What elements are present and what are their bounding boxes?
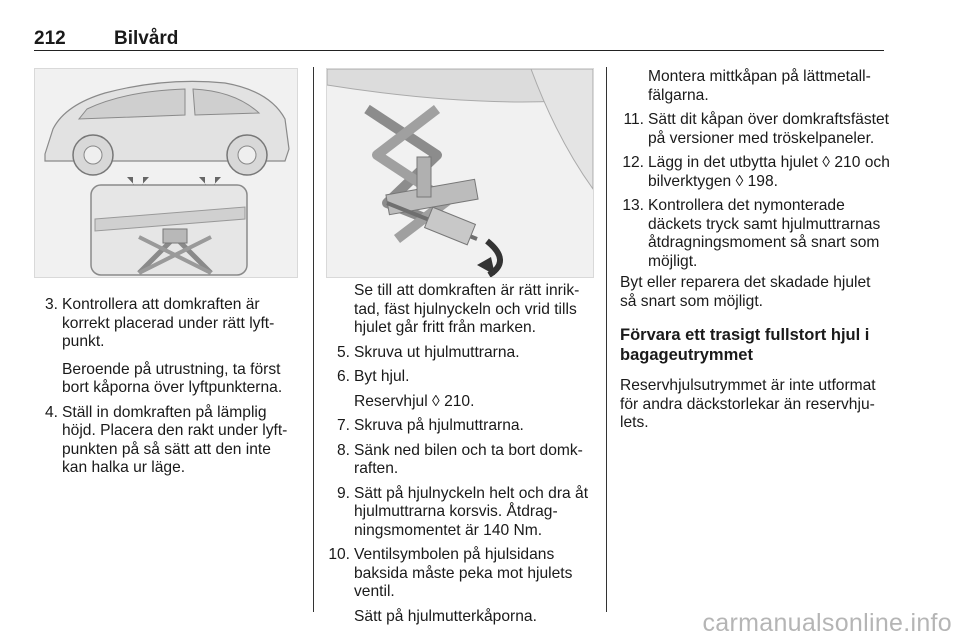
column-middle xyxy=(326,68,592,626)
list-item: 11. Sätt dit kåpan över domkraftsfästet på versioner med tröskelpaneler. xyxy=(623,111,889,147)
reference-arrow-icon: ◊ xyxy=(432,392,440,410)
paragraph: Reservhjulsutrymmet är inte utformat för andra däckstorlekar än reservhjulets. xyxy=(620,377,876,431)
page-reference[interactable]: 198. xyxy=(747,172,778,190)
watermark: carmanualsonline.info xyxy=(702,609,952,637)
list-item-note: Sätt på hjulmutterkåporna. xyxy=(354,607,537,625)
list-item-note: Beroende på utrustning, ta först bort kåporna över lyftpunkterna. xyxy=(62,360,283,396)
list-item: 10. Ventilsymbolen på hjulsidans baksida måste peka mot hjulets ventil. xyxy=(328,546,573,600)
list-item: 5. Skruva ut hjulmuttrarna. xyxy=(336,343,520,361)
page-reference[interactable]: 210. xyxy=(444,392,475,410)
list-item: 8. Sänk ned bilen och ta bort domkraften. xyxy=(336,441,583,477)
page-header xyxy=(34,26,884,51)
list-item: 12. Lägg in det utbytta hjulet ◊ 210 och bilverktygen ◊ 198. xyxy=(622,154,890,190)
reference-arrow-icon: ◊ xyxy=(822,154,830,171)
column-right xyxy=(620,68,890,433)
paragraph: Byt eller reparera det skadade hjulet så snart som möjligt. xyxy=(620,274,871,310)
intro-text: Montera mittkåpan på lättmetallfälgarna. xyxy=(648,68,871,104)
column-divider xyxy=(606,67,607,612)
chapter-title: Bilvård xyxy=(114,28,179,49)
page-reference[interactable]: 210 xyxy=(834,154,861,171)
page-number: 212 xyxy=(34,28,66,49)
car-lift-points-illustration xyxy=(34,68,298,278)
list-item: 6. Byt hjul. xyxy=(336,368,410,385)
list-item: 13. Kontrollera det nymonterade däckets tryck samt hjulmuttrarnas åtdragningsmoment så snart som möjligt. xyxy=(622,197,881,270)
list-item: 4. Ställ in domkraften på lämplig höjd. Placera den rakt under lyftpunkten på så sätt att den inte kan halka ur läge. xyxy=(44,403,288,476)
reference-arrow-icon: ◊ xyxy=(735,172,744,190)
list-item-note: Reservhjul ◊ 210. xyxy=(354,392,475,410)
column-divider xyxy=(313,67,314,612)
list-item: 9. Sätt på hjulnyckeln helt och dra åt hjulmuttrarna korsvis. Åtdragningsmomentet är 140 Nm. xyxy=(336,484,589,539)
list-item: 3. Kontrollera att domkraften är korrekt placerad under rätt lyftpunkt. xyxy=(44,296,275,350)
section-heading: Förvara ett trasigt fullstort hjul i bagageutrymmet xyxy=(620,326,870,364)
list-item: 7. Skruva på hjulmuttrarna. xyxy=(336,417,524,434)
column-left xyxy=(34,68,298,478)
jack-crank-illustration xyxy=(326,68,594,278)
intro-text: Se till att domkraften är rätt inriktad, fäst hjulnyckeln och vrid tills hjulet går fritt från marken. xyxy=(354,282,580,336)
